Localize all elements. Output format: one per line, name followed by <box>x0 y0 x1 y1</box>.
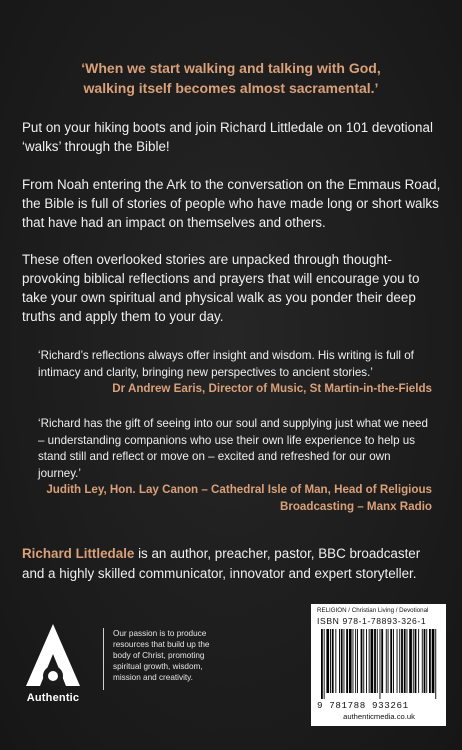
barcode-isbn: ISBN 978-1-78893-326-1 <box>317 616 427 626</box>
endorsement-attribution: Judith Ley, Hon. Lay Canon – Cathedral Isle of Man, Head of Religious Broadcasting – Manx Radio <box>46 483 432 513</box>
barcode-category: RELIGION / Christian Living / Devotional <box>317 607 429 614</box>
author-bio-text: is an author, preacher, pastor, BBC broadcaster and a highly skilled communicator, innovator and expert storyteller. <box>22 546 421 581</box>
barcode-bars-icon <box>321 629 437 699</box>
endorsement-quote: ‘Richard has the gift of seeing into our soul and supplying just what we need – understanding companions who use their own life experience to help us stand still and reflect or move on – excited and refreshed for our own journey.’ <box>38 417 428 480</box>
endorsement-2 <box>38 416 432 515</box>
blurb-paragraph-3: These often overlooked stories are unpacked through thought-provoking biblical reflections and prayers that will encourage you to take your own spiritual and physical walk as you ponder their deep truths and apply them to your day. <box>22 252 420 324</box>
tagline-line-1: ‘When we start walking and talking with God, <box>81 60 381 76</box>
author-name: Richard Littledale <box>22 546 135 561</box>
endorsement-1 <box>38 348 432 398</box>
tagline-line-2: walking itself becomes almost sacramental.’ <box>83 80 379 96</box>
endorsement-quote: ‘Richard’s reflections always offer insight and wisdom. His writing is full of intimacy and clarity, bringing new perspectives to ancient stories.’ <box>38 349 414 379</box>
author-bio <box>22 544 442 584</box>
barcode-number: 9 781788 933261 <box>317 700 409 711</box>
blurb-paragraph-2: From Noah entering the Ark to the conversation on the Emmaus Road, the Bible is full of stories of people who have made long or short walks that have had an impact on themselves and others. <box>22 177 441 230</box>
endorsement-attribution: Dr Andrew Earis, Director of Music, St Martin-in-the-Fields <box>112 382 432 395</box>
publisher-name: Authentic <box>26 692 80 704</box>
barcode-panel <box>311 604 446 726</box>
publisher-mission: Our passion is to produce resources that build up the body of Christ, promoting spiritual growth, wisdom, mission and creativity. <box>113 629 210 682</box>
publisher-divider <box>103 628 104 690</box>
blurb-paragraph-1: Put on your hiking boots and join Richard Littledale on 101 devotional ‘walks’ through the Bible! <box>22 120 433 154</box>
publisher-website: authenticmedia.co.uk <box>343 712 415 721</box>
tagline-quote <box>40 58 422 98</box>
